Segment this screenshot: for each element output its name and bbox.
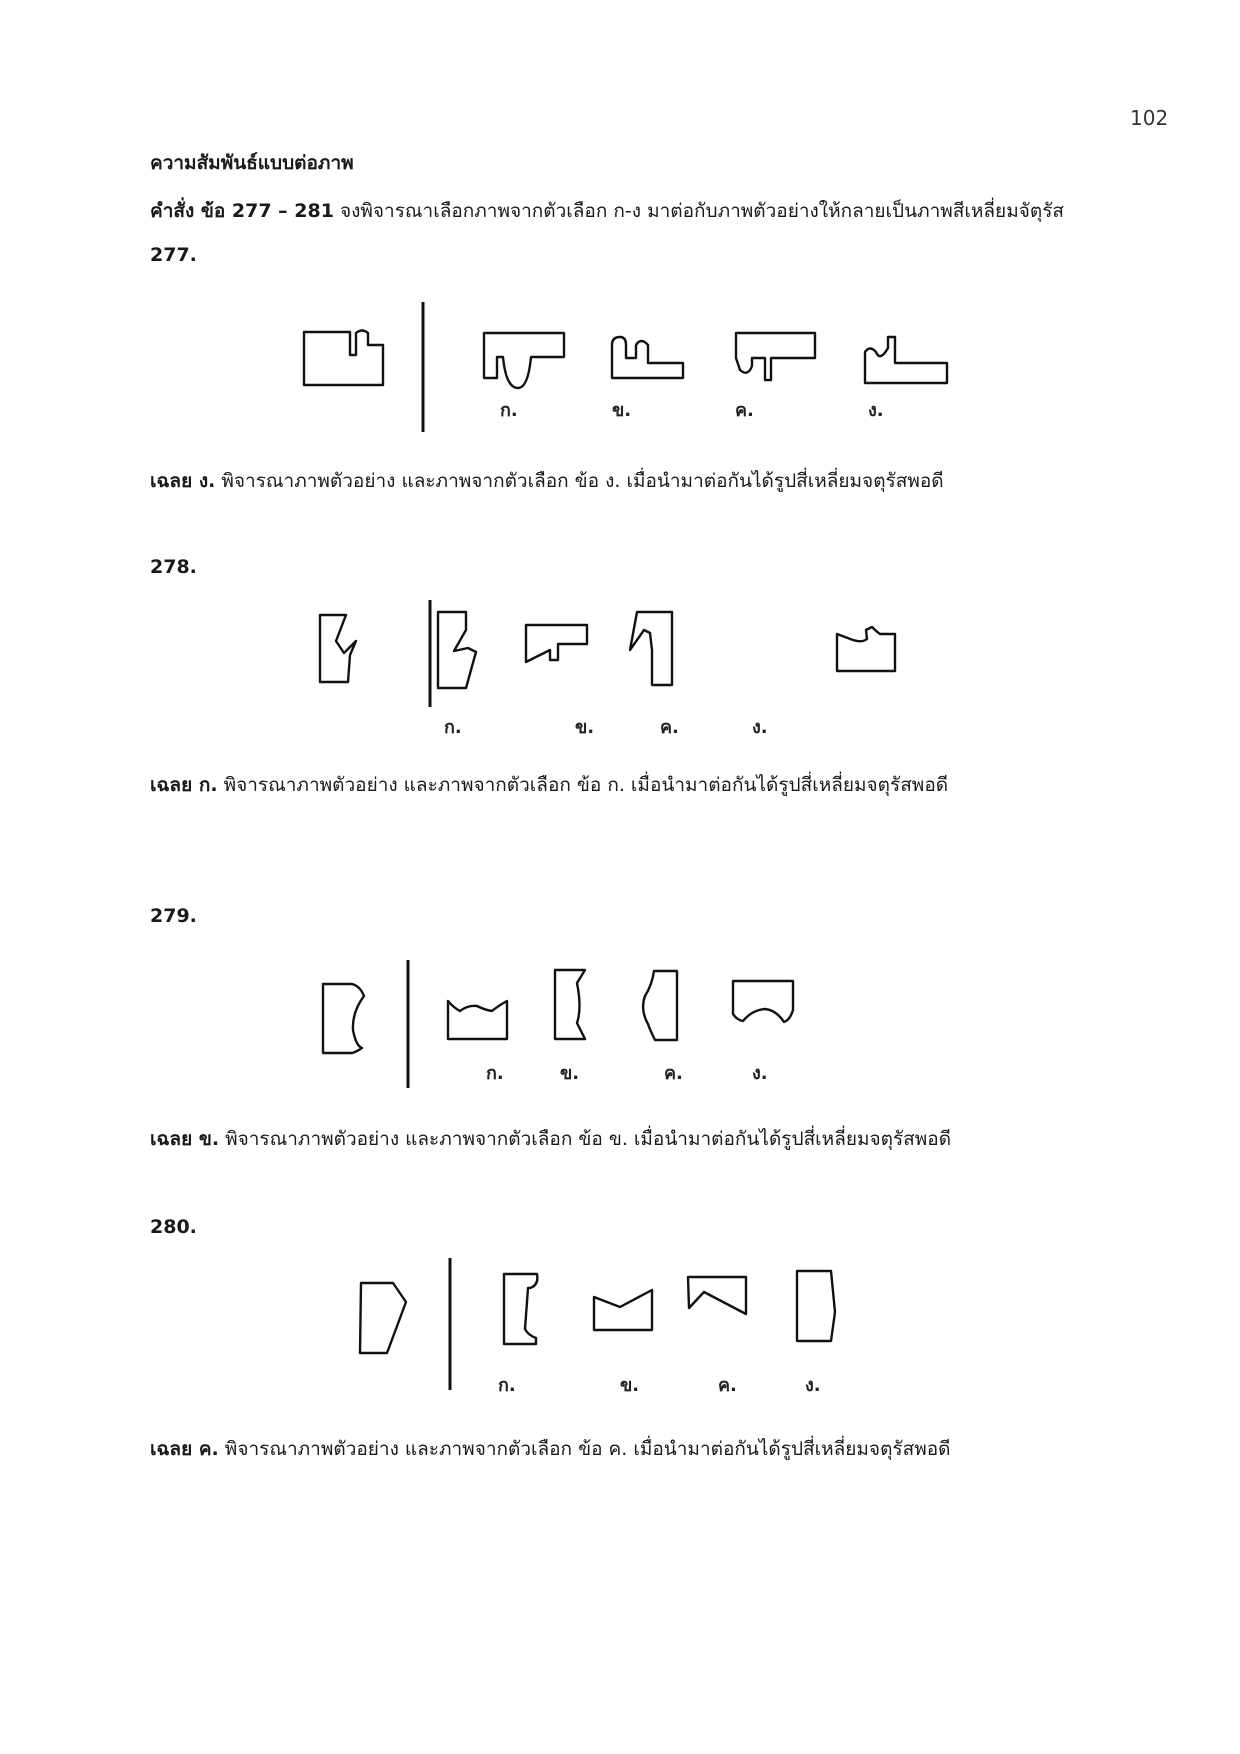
option-shape-c (688, 1277, 746, 1314)
option-label-c: ค. (718, 1375, 737, 1396)
option-label-a: ก. (486, 1063, 504, 1084)
option-shape-b (594, 1290, 652, 1330)
answer-text: พิจารณาภาพตัวอย่าง และภาพจากตัวเลือก ข้อ ก. เมื่อนำมาต่อกันได้รูปสี่เหลี่ยมจตุรัสพอดี (217, 774, 949, 796)
answer-q280 (150, 1434, 950, 1464)
option-label-c: ค. (660, 717, 679, 738)
question-number: 277. (150, 244, 197, 266)
answer-label: เฉลย ข. (150, 1128, 220, 1150)
option-label-b: ข. (575, 717, 595, 738)
question-number: 278. (150, 556, 197, 578)
option-shape-d (797, 1271, 835, 1341)
example-shape (360, 1283, 406, 1353)
answer-text: พิจารณาภาพตัวอย่าง และภาพจากตัวเลือก ข้อ ข. เมื่อนำมาต่อกันได้รูปสี่เหลี่ยมจตุรัสพอดี (219, 1128, 952, 1150)
section-title: ความสัมพันธ์แบบต่อภาพ (150, 152, 354, 174)
option-label-c: ค. (664, 1063, 683, 1084)
option-label-b: ข. (620, 1375, 640, 1396)
answer-label: เฉลย ค. (150, 1438, 219, 1460)
instruction-text: จงพิจารณาเลือกภาพจากตัวเลือก ก-ง มาต่อกับภาพตัวอย่างให้กลายเป็นภาพสีเหลี่ยมจัตุรัส (333, 200, 1064, 222)
option-label-a: ก. (444, 717, 462, 738)
option-label-d: ง. (805, 1375, 821, 1396)
option-label-d: ง. (752, 1063, 768, 1084)
answer-text: พิจารณาภาพตัวอย่าง และภาพจากตัวเลือก ข้อ ค. เมื่อนำมาต่อกันได้รูปสี่เหลี่ยมจตุรัสพอดี (218, 1438, 951, 1460)
option-label-c: ค. (735, 400, 754, 421)
answer-label: เฉลย ก. (150, 774, 218, 796)
page-number: 102 (1130, 106, 1169, 130)
question-number: 280. (150, 1216, 197, 1238)
answer-text: พิจารณาภาพตัวอย่าง และภาพจากตัวเลือก ข้อ ง. เมื่อนำมาต่อกันได้รูปสี่เหลี่ยมจตุรัสพอดี (215, 470, 944, 492)
answer-label: เฉลย ง. (150, 470, 216, 492)
option-label-a: ก. (500, 400, 518, 421)
option-label-b: ข. (560, 1063, 580, 1084)
instruction-label: คำสั่ง ข้อ 277 – 281 (150, 200, 334, 222)
option-label-d: ง. (868, 400, 884, 421)
option-shape-a (504, 1274, 537, 1344)
option-label-a: ก. (498, 1375, 516, 1396)
question-number: 279. (150, 905, 197, 927)
option-label-b: ข. (612, 400, 632, 421)
option-label-d: ง. (752, 717, 768, 738)
